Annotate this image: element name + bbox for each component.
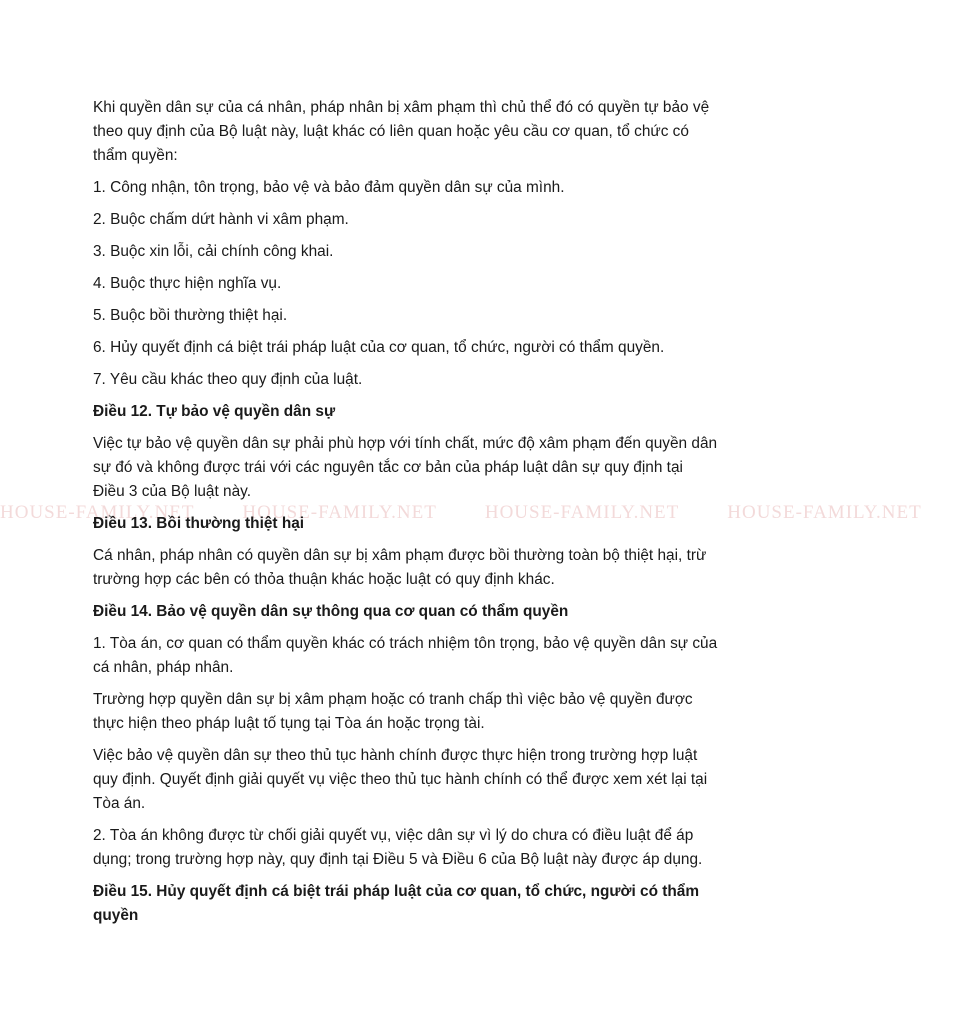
- list-item: 2. Buộc chấm dứt hành vi xâm phạm.: [93, 211, 349, 228]
- article-13-heading: Điều 13. Bồi thường thiệt hại: [93, 515, 305, 532]
- article-12-body: Việc tự bảo vệ quyền dân sự phải phù hợp với tính chất, mức độ xâm phạm đến quyền dân sự đó và không được trái với các nguyên tắc cơ bản của pháp luật dân sự quy định tại Điều 3 của Bộ luật này.: [93, 435, 718, 500]
- intro-paragraph: Khi quyền dân sự của cá nhân, pháp nhân bị xâm phạm thì chủ thể đó có quyền tự bảo vệ theo quy định của Bộ luật này, luật khác có liên quan hoặc yêu cầu cơ quan, tổ chức có thẩm quyền:: [93, 99, 710, 164]
- watermark-text: HOUSE-FAMILY.NET: [242, 502, 437, 523]
- article-12-heading: Điều 12. Tự bảo vệ quyền dân sự: [93, 403, 336, 420]
- list-item: 3. Buộc xin lỗi, cải chính công khai.: [93, 243, 334, 260]
- watermark-text: HOUSE-FAMILY.NET: [727, 502, 922, 523]
- article-14-paragraph: Trường hợp quyền dân sự bị xâm phạm hoặc có tranh chấp thì việc bảo vệ quyền được thực hiện theo pháp luật tố tụng tại Tòa án hoặc trọng tài.: [93, 691, 693, 732]
- article-14-paragraph: 1. Tòa án, cơ quan có thẩm quyền khác có trách nhiệm tôn trọng, bảo vệ quyền dân sự của cá nhân, pháp nhân.: [93, 635, 718, 676]
- article-14-paragraph: Việc bảo vệ quyền dân sự theo thủ tục hành chính được thực hiện trong trường hợp luật quy định. Quyết định giải quyết vụ việc theo thủ tục hành chính có thể được xem xét lại tại Tòa án.: [93, 747, 708, 812]
- article-14-paragraph: 2. Tòa án không được từ chối giải quyết vụ, việc dân sự vì lý do chưa có điều luật để áp dụng; trong trường hợp này, quy định tại Điều 5 và Điều 6 của Bộ luật này được áp dụng.: [93, 827, 703, 868]
- list-item: 4. Buộc thực hiện nghĩa vụ.: [93, 275, 282, 292]
- list-item: 7. Yêu cầu khác theo quy định của luật.: [93, 371, 363, 388]
- document-page: [93, 96, 718, 928]
- list-item: 1. Công nhận, tôn trọng, bảo vệ và bảo đảm quyền dân sự của mình.: [93, 179, 565, 196]
- watermark-text: HOUSE-FAMILY.NET: [484, 502, 680, 523]
- article-15-heading: Điều 15. Hủy quyết định cá biệt trái pháp luật của cơ quan, tổ chức, người có thẩm quyền: [93, 883, 700, 924]
- watermark-text: HOUSE-FAMILY.NET: [0, 502, 195, 523]
- article-13-body: Cá nhân, pháp nhân có quyền dân sự bị xâm phạm được bồi thường toàn bộ thiệt hại, trừ trường hợp các bên có thỏa thuận khác hoặc luật có quy định khác.: [93, 547, 707, 588]
- list-item: 6. Hủy quyết định cá biệt trái pháp luật của cơ quan, tổ chức, người có thẩm quyền.: [93, 339, 665, 356]
- list-item: 5. Buộc bồi thường thiệt hại.: [93, 307, 288, 324]
- article-14-heading: Điều 14. Bảo vệ quyền dân sự thông qua cơ quan có thẩm quyền: [93, 603, 569, 620]
